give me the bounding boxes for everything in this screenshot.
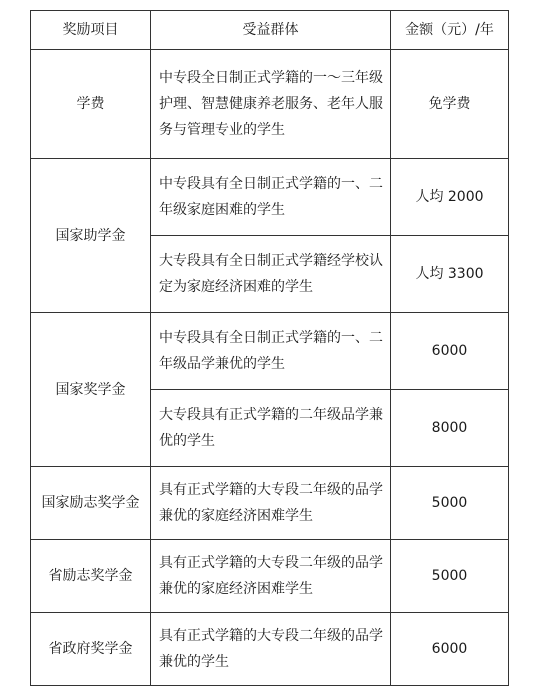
group-cell: 中专段具有全日制正式学籍的一、二年级品学兼优的学生 xyxy=(151,313,391,390)
header-item: 奖励项目 xyxy=(31,11,151,50)
group-cell: 大专段具有正式学籍的二年级品学兼优的学生 xyxy=(151,390,391,467)
item-cell: 学费 xyxy=(31,50,151,159)
table-row xyxy=(31,313,509,390)
amount-cell: 5000 xyxy=(391,467,509,540)
item-cell: 省政府奖学金 xyxy=(31,613,151,686)
group-cell: 大专段具有全日制正式学籍经学校认定为家庭经济困难的学生 xyxy=(151,236,391,313)
group-cell: 具有正式学籍的大专段二年级的品学兼优的家庭经济困难学生 xyxy=(151,467,391,540)
table-row xyxy=(31,613,509,686)
table-row xyxy=(31,540,509,613)
table-row xyxy=(31,467,509,540)
document xyxy=(30,10,508,686)
amount-cell: 免学费 xyxy=(391,50,509,159)
header-row xyxy=(31,11,509,50)
table-row xyxy=(31,159,509,236)
amount-cell: 8000 xyxy=(391,390,509,467)
amount-cell: 5000 xyxy=(391,540,509,613)
group-cell: 中专段全日制正式学籍的一～三年级护理、智慧健康养老服务、老年人服务与管理专业的学生 xyxy=(151,50,391,159)
table-row xyxy=(31,50,509,159)
amount-cell: 人均 3300 xyxy=(391,236,509,313)
amount-cell: 6000 xyxy=(391,613,509,686)
item-cell: 国家助学金 xyxy=(31,159,151,313)
amount-cell: 6000 xyxy=(391,313,509,390)
group-cell: 中专段具有全日制正式学籍的一、二年级家庭困难的学生 xyxy=(151,159,391,236)
item-cell: 国家奖学金 xyxy=(31,313,151,467)
amount-cell: 人均 2000 xyxy=(391,159,509,236)
item-cell: 国家励志奖学金 xyxy=(31,467,151,540)
header-amount: 金额（元）/年 xyxy=(391,11,509,50)
item-cell: 省励志奖学金 xyxy=(31,540,151,613)
group-cell: 具有正式学籍的大专段二年级的品学兼优的学生 xyxy=(151,613,391,686)
scholarship-table xyxy=(30,10,509,686)
group-cell: 具有正式学籍的大专段二年级的品学兼优的家庭经济困难学生 xyxy=(151,540,391,613)
header-group: 受益群体 xyxy=(151,11,391,50)
